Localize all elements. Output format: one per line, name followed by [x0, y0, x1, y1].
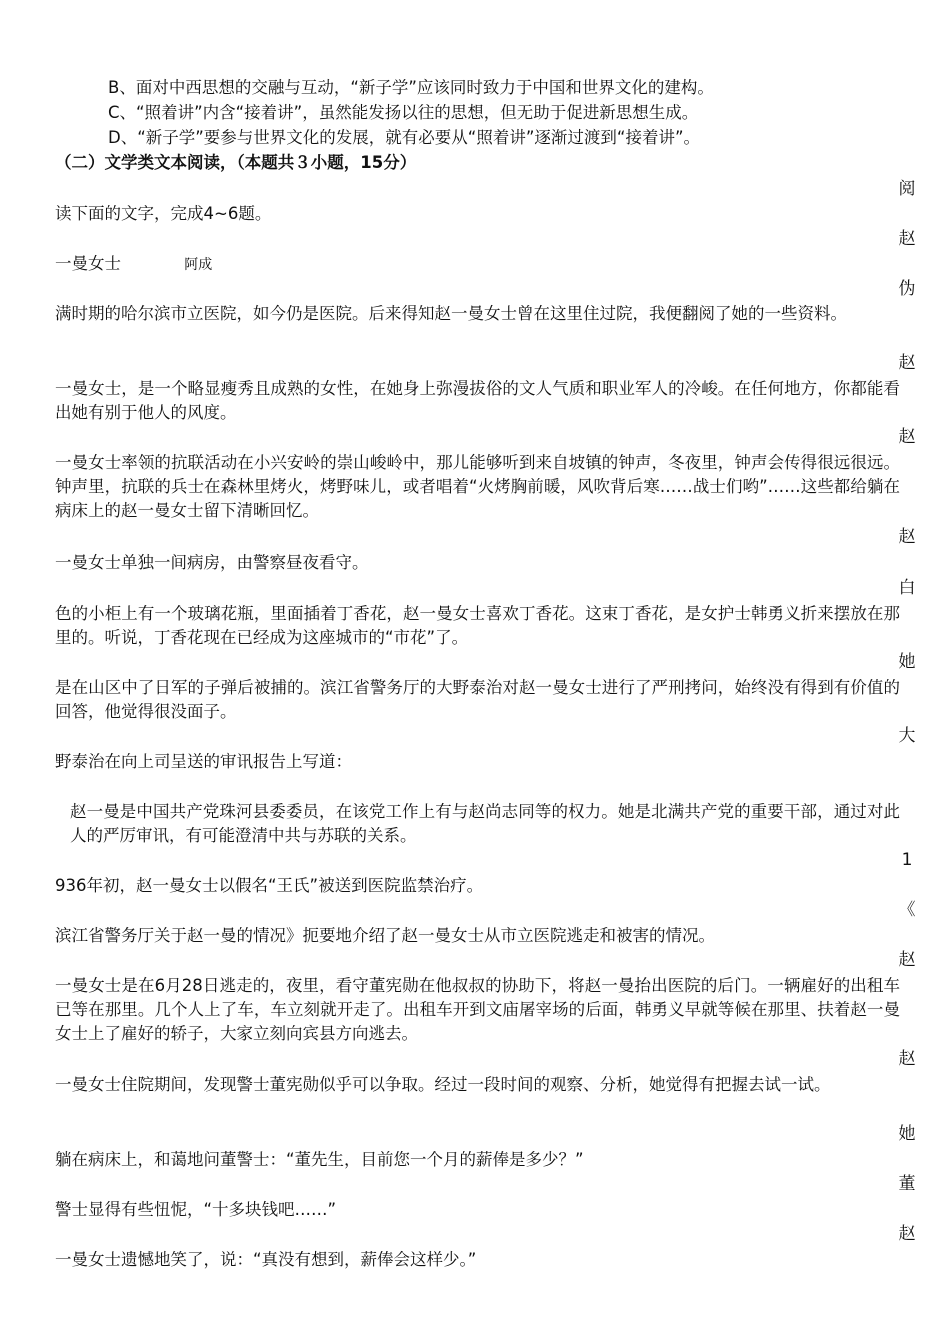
paragraph: 一曼女士是在6月28日逃走的，夜里，看守董宪勋在他叔叔的协助下，将赵一曼抬出医院的后门。一辆雇好的出租车已等在那里。几个人上了车，车立刻就开走了。出租车开到文庙屠宰场的后面，韩勇义早就等候在那里、扶着赵一曼女士上了雇好的轿子，大家立刻向宾县方向逃去。 [55, 976, 900, 1043]
right-column-char: 董 [898, 1174, 916, 1194]
paragraph: 一曼女士单独一间病房，由警察昼夜看守。 [55, 553, 369, 572]
option-d: D、“新子学”要参与世界文化的发展，就有必要从“照着讲”逐渐过渡到“接着讲”。 [108, 128, 700, 147]
option-c: C、“照着讲”内含“接着讲”，虽然能发扬以往的思想，但无助于促进新思想生成。 [108, 103, 699, 122]
right-column-char: 赵 [898, 1224, 916, 1244]
right-column-char: 《 [898, 900, 916, 920]
paragraph: 警士显得有些忸怩，“十多块钱吧……” [55, 1200, 337, 1219]
right-column-char: 赵 [898, 527, 916, 547]
paragraph: 野泰治在向上司呈送的审讯报告上写道： [55, 752, 352, 771]
right-column-char: 赵 [898, 353, 916, 373]
right-column-char: 赵 [898, 950, 916, 970]
paragraph: 936年初，赵一曼女士以假名“王氏”被送到医院监禁治疗。 [55, 876, 484, 895]
paragraph: 一曼女士遗憾地笑了，说：“真没有想到，薪俸会这样少。” [55, 1250, 477, 1269]
right-column-char: 赵 [898, 1049, 916, 1069]
right-column-char: 1 [901, 850, 913, 870]
option-b: B、面对中西思想的交融与互动，“新子学”应该同时致力于中国和世界文化的建构。 [108, 78, 714, 97]
paragraph: 满时期的哈尔滨市立医院，如今仍是医院。后来得知赵一曼女士曾在这里住过院，我便翻阅了她的一些资料。 [55, 304, 847, 323]
right-column-char: 白 [898, 578, 916, 598]
right-column-char: 赵 [898, 427, 916, 447]
right-column-char: 她 [898, 1124, 916, 1144]
paragraph: 一曼女士住院期间，发现警士董宪勋似乎可以争取。经过一段时间的观察、分析，她觉得有把握去试一试。 [55, 1075, 831, 1094]
story-title-line [55, 252, 900, 277]
paragraph: 一曼女士率领的抗联活动在小兴安岭的崇山峻岭中，那儿能够听到来自坡镇的钟声，冬夜里，钟声会传得很远很远。钟声里，抗联的兵士在森林里烤火，烤野味儿，或者唱着“火烤胸前暖，风吹背后寒……战士们哟”……这些都给躺在病床上的赵一曼女士留下清晰回忆。 [55, 453, 900, 520]
right-column-char: 阅 [898, 179, 916, 199]
section-heading: （二）文学类文本阅读，（本题共３小题，15分） [55, 153, 417, 172]
paragraph: 读下面的文字，完成4~6题。 [55, 204, 272, 223]
story-author: 阿成 [184, 257, 213, 273]
story-title: 一曼女士 [55, 254, 121, 273]
right-column-char: 大 [898, 726, 916, 746]
paragraph: 是在山区中了日军的子弹后被捕的。滨江省警务厅的大野泰治对赵一曼女士进行了严刑拷问，始终没有得到有价值的回答，他觉得很没面子。 [55, 678, 900, 721]
paragraph: 色的小柜上有一个玻璃花瓶，里面插着丁香花，赵一曼女士喜欢丁香花。这束丁香花，是女护士韩勇义折来摆放在那里的。听说，丁香花现在已经成为这座城市的“市花”了。 [55, 604, 900, 647]
right-column-char: 赵 [898, 229, 916, 249]
right-column-char: 她 [898, 652, 916, 672]
paragraph: 一曼女士，是一个略显瘦秀且成熟的女性，在她身上弥漫拔俗的文人气质和职业军人的冷峻。在任何地方，你都能看出她有别于他人的风度。 [55, 379, 900, 422]
report-quote: 赵一曼是中国共产党珠河县委委员，在该党工作上有与赵尚志同等的权力。她是北满共产党的重要干部，通过对此人的严厉审讯，有可能澄清中共与苏联的关系。 [70, 802, 900, 845]
right-column-char: 伪 [898, 279, 916, 299]
paragraph: 躺在病床上，和蔼地问董警士：“董先生，目前您一个月的薪俸是多少？” [55, 1150, 584, 1169]
paragraph: 滨江省警务厅关于赵一曼的情况》扼要地介绍了赵一曼女士从市立医院逃走和被害的情况。 [55, 926, 715, 945]
